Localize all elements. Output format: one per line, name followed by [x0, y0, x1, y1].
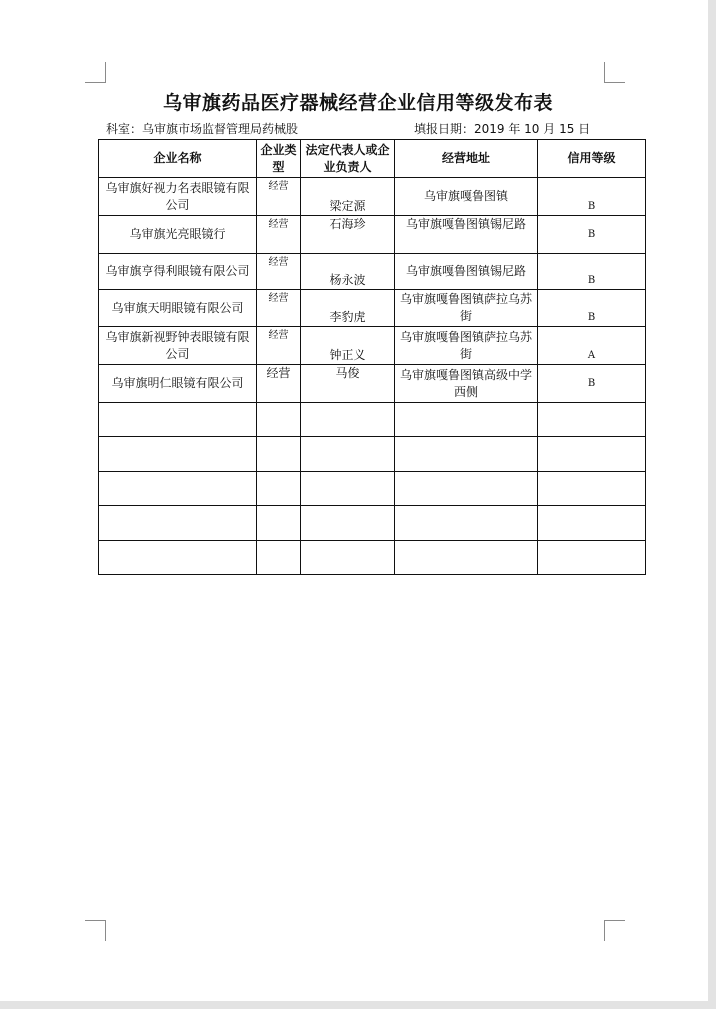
table-row — [99, 365, 646, 403]
legal-rep-cell: 梁定源 — [301, 178, 395, 216]
legal-rep-cell: 李豹虎 — [301, 290, 395, 327]
page-right-edge — [708, 0, 716, 1009]
address-cell: 乌审旗嘎鲁图镇锡尼路 — [395, 216, 538, 254]
table-row — [99, 254, 646, 290]
empty-cell — [538, 506, 646, 541]
empty-cell — [395, 472, 538, 506]
credit-rating-cell: B — [538, 365, 646, 403]
credit-rating-cell: B — [538, 178, 646, 216]
empty-row — [99, 472, 646, 506]
empty-cell — [395, 541, 538, 575]
empty-row — [99, 506, 646, 541]
company-name-cell: 乌审旗明仁眼镜有限公司 — [99, 365, 257, 403]
empty-cell — [257, 472, 301, 506]
company-type-cell: 经营 — [257, 327, 301, 365]
legal-rep-cell: 马俊 — [301, 365, 395, 403]
legal-rep-cell: 杨永波 — [301, 254, 395, 290]
credit-rating-cell: B — [538, 290, 646, 327]
header-legal-rep: 法定代表人或企业负责人 — [301, 140, 395, 178]
empty-cell — [301, 472, 395, 506]
document-title: 乌审旗药品医疗器械经营企业信用等级发布表 — [162, 92, 553, 114]
legal-rep-cell: 石海珍 — [301, 216, 395, 254]
company-type-cell: 经营 — [257, 290, 301, 327]
empty-cell — [538, 541, 646, 575]
department-label: 科室：乌审旗市场监督管理局药械股 — [106, 122, 299, 136]
empty-cell — [257, 403, 301, 437]
company-name-cell: 乌审旗好视力名表眼镜有限公司 — [99, 178, 257, 216]
empty-cell — [395, 506, 538, 541]
empty-cell — [301, 403, 395, 437]
credit-rating-cell: B — [538, 216, 646, 254]
empty-cell — [99, 541, 257, 575]
legal-rep-cell: 钟正义 — [301, 327, 395, 365]
company-type-cell: 经营 — [257, 254, 301, 290]
header-address: 经营地址 — [395, 140, 538, 178]
credit-rating-table — [98, 139, 646, 575]
empty-cell — [99, 403, 257, 437]
empty-cell — [257, 506, 301, 541]
empty-cell — [99, 437, 257, 472]
header-company-type: 企业类型 — [257, 140, 301, 178]
company-type-cell: 经营 — [257, 365, 301, 403]
empty-cell — [301, 437, 395, 472]
empty-cell — [538, 437, 646, 472]
crop-mark-bottom-right — [604, 920, 625, 941]
empty-cell — [257, 437, 301, 472]
empty-row — [99, 541, 646, 575]
page-bottom-edge — [0, 1001, 716, 1009]
empty-row — [99, 403, 646, 437]
table-row — [99, 327, 646, 365]
address-cell: 乌审旗嘎鲁图镇锡尼路 — [395, 254, 538, 290]
empty-cell — [99, 506, 257, 541]
crop-mark-top-left — [85, 62, 106, 83]
table-row — [99, 290, 646, 327]
empty-cell — [301, 541, 395, 575]
empty-row — [99, 437, 646, 472]
address-cell: 乌审旗嘎鲁图镇萨拉乌苏街 — [395, 327, 538, 365]
credit-rating-cell: B — [538, 254, 646, 290]
header-credit-rating: 信用等级 — [538, 140, 646, 178]
company-name-cell: 乌审旗天明眼镜有限公司 — [99, 290, 257, 327]
table-row — [99, 216, 646, 254]
company-name-cell: 乌审旗亨得利眼镜有限公司 — [99, 254, 257, 290]
empty-cell — [538, 403, 646, 437]
crop-mark-top-right — [604, 62, 625, 83]
table-header-row — [99, 140, 646, 178]
address-cell: 乌审旗嘎鲁图镇 — [395, 178, 538, 216]
address-cell: 乌审旗嘎鲁图镇萨拉乌苏街 — [395, 290, 538, 327]
address-cell: 乌审旗嘎鲁图镇高级中学西侧 — [395, 365, 538, 403]
empty-cell — [395, 437, 538, 472]
company-name-cell: 乌审旗新视野钟表眼镜有限公司 — [99, 327, 257, 365]
company-name-cell: 乌审旗光亮眼镜行 — [99, 216, 257, 254]
credit-rating-cell: A — [538, 327, 646, 365]
empty-cell — [301, 506, 395, 541]
header-company-name: 企业名称 — [99, 140, 257, 178]
empty-cell — [538, 472, 646, 506]
table-row — [99, 178, 646, 216]
empty-cell — [99, 472, 257, 506]
company-type-cell: 经营 — [257, 178, 301, 216]
fill-date-label: 填报日期：2019 年 10 月 15 日 — [414, 122, 591, 136]
crop-mark-bottom-left — [85, 920, 106, 941]
empty-cell — [395, 403, 538, 437]
company-type-cell: 经营 — [257, 216, 301, 254]
empty-cell — [257, 541, 301, 575]
